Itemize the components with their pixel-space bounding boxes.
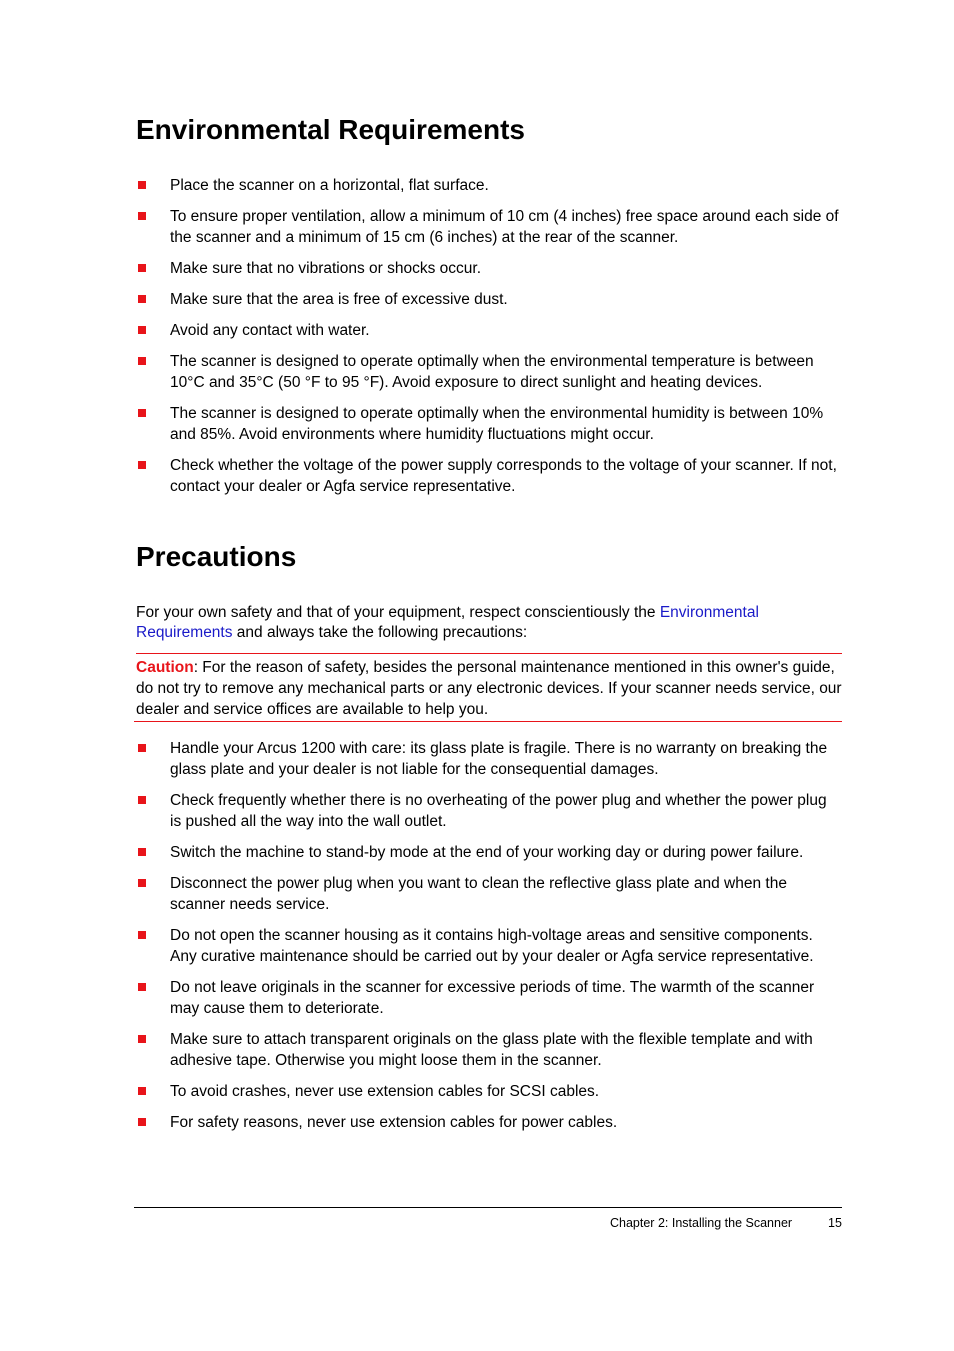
square-bullet-icon [138,326,146,334]
list-item: Disconnect the power plug when you want to clean the reflective glass plate and when the scanner needs service. [136,873,842,915]
square-bullet-icon [138,1035,146,1043]
list-item: Do not leave originals in the scanner for excessive periods of time. The warmth of the scanner may cause them to deteriorate. [136,977,842,1019]
list-item: Make sure that no vibrations or shocks occur. [136,258,842,279]
square-bullet-icon [138,1087,146,1095]
square-bullet-icon [138,983,146,991]
environmental-requirements-heading: Environmental Requirements [136,114,525,145]
square-bullet-icon [138,461,146,469]
list-item: Make sure to attach transparent originals on the glass plate with the flexible template and with adhesive tape. Otherwise you might loose them in the scanner. [136,1029,842,1071]
list-item: Check whether the voltage of the power supply corresponds to the voltage of your scanner. If not, contact your dealer or Agfa service representative. [136,455,842,497]
square-bullet-icon [138,744,146,752]
list-item: For safety reasons, never use extension cables for power cables. [136,1112,842,1133]
list-item: Handle your Arcus 1200 with care: its glass plate is fragile. There is no warranty on breaking the glass plate and your dealer is not liable for the consequential damages. [136,738,842,780]
list-item: Do not open the scanner housing as it contains high-voltage areas and sensitive components. Any curative maintenance should be carried out by your dealer or Agfa service representative. [136,925,842,967]
page-number: 15 [828,1216,842,1230]
environmental-requirements-link[interactable]: Environmental Requirements [136,604,759,641]
square-bullet-icon [138,264,146,272]
square-bullet-icon [138,879,146,887]
list-item: Avoid any contact with water. [136,320,842,341]
list-item: To ensure proper ventilation, allow a minimum of 10 cm (4 inches) free space around each side of the scanner and a minimum of 15 cm (6 inches) at the rear of the scanner. [136,206,842,248]
caution-note: Caution: For the reason of safety, besides the personal maintenance mentioned in this owner's guide, do not try to remove any mechanical parts or any electronic devices. If your scanner needs service, our dealer and service offices are available to help you. [136,659,842,718]
precautions-heading: Precautions [136,541,297,572]
list-item: The scanner is designed to operate optimally when the environmental temperature is between 10°C and 35°C (50 °F to 95 °F). Avoid exposure to direct sunlight and heating devices. [136,351,842,393]
footer-chapter-title: Chapter 2: Installing the Scanner [610,1216,793,1230]
square-bullet-icon [138,295,146,303]
square-bullet-icon [138,212,146,220]
list-item: To avoid crashes, never use extension cables for SCSI cables. [136,1081,842,1102]
square-bullet-icon [138,181,146,189]
list-item: Make sure that the area is free of excessive dust. [136,289,842,310]
square-bullet-icon [138,848,146,856]
square-bullet-icon [138,1118,146,1126]
square-bullet-icon [138,796,146,804]
list-item: The scanner is designed to operate optimally when the environmental humidity is between 10% and 85%. Avoid environments where humidity fluctuations might occur. [136,403,842,445]
list-item: Check frequently whether there is no overheating of the power plug and whether the power plug is pushed all the way into the wall outlet. [136,790,842,832]
square-bullet-icon [138,931,146,939]
caution-bottom-rule [134,721,842,722]
list-item: Switch the machine to stand-by mode at the end of your working day or during power failure. [136,842,842,863]
caution-top-rule [136,653,842,654]
list-item: Place the scanner on a horizontal, flat surface. [136,175,842,196]
environmental-requirements-list [136,175,842,507]
precautions-list [136,738,842,1143]
footer-rule [134,1207,842,1208]
square-bullet-icon [138,409,146,417]
precautions-intro: For your own safety and that of your equipment, respect conscientiously the Environmental Requirements and always take the following precautions: [136,604,759,641]
square-bullet-icon [138,357,146,365]
caution-label: Caution [136,659,194,676]
